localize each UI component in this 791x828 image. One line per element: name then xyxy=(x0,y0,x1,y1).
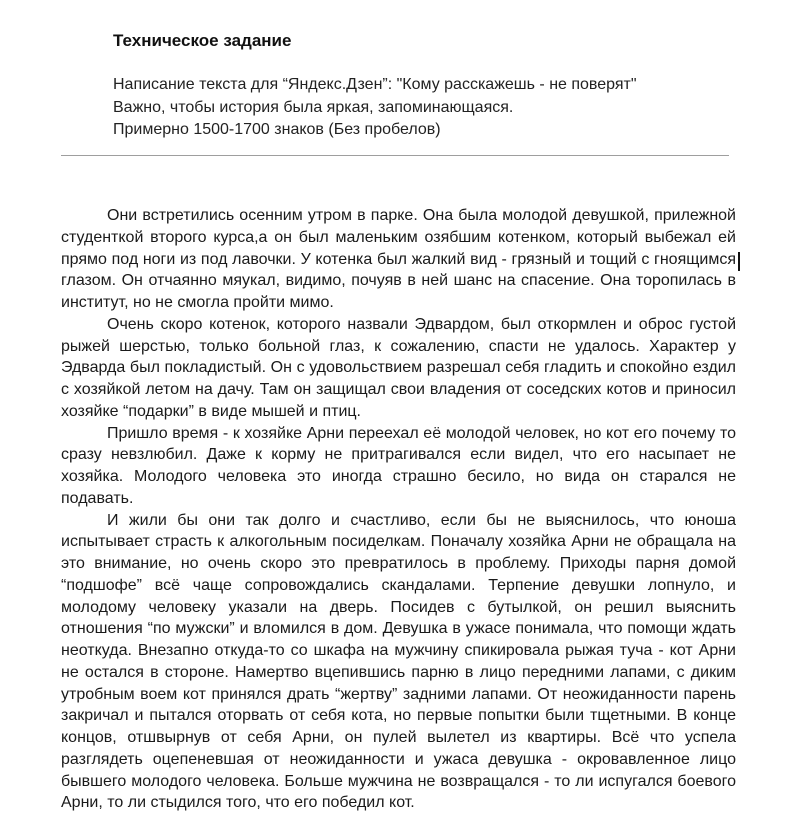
story-paragraph-1: Они встретились осенним утром в парке. Она была молодой девушкой, прилежной студенткой второго курса,а он был маленьким озябшим котенком, который выбежал ей прямо под ноги из под лавочки. У котенка был жалкий вид - грязный и тощий с гноящимся глазом. Он отчаянно мяукал, видимо, почуяв в ней шанс на спасение. Она торопилась в институт, но не смогла пройти мимо. xyxy=(61,207,736,311)
story-paragraph-3: Пришло время - к хозяйке Арни переехал её молодой человек, но кот его почему то сразу невзлюбил. Даже к корму не притрагивался если видел, что его насыпает не хозяйка. Молодого человека это иногда страшно бесило, но вида он старался не подавать. xyxy=(61,424,736,507)
horizontal-divider xyxy=(61,155,729,156)
spec-title: Техническое задание xyxy=(113,31,292,50)
spec-line-topic: Написание текста для “Яндекс.Дзен”: "Кому расскажешь - не поверят" xyxy=(113,76,637,93)
story-paragraph-4: И жили бы они так долго и счастливо, если бы не выяснилось, что юноша испытывает страсть к алкогольным посиделкам. Поначалу хозяйка Арни не обращала на это внимание, но очень скоро это превратилось в проблему. Приходы парня домой “подшофе” всё чаще сопровождались скандалами. Терпение девушки лопнуло, и молодому человеку указали на дверь. Посидев с бутылкой, он решил выяснить отношения “по мужски” и вломился в дом. Девушка в ужасе понимала, что помощи ждать неоткуда. Внезапно откуда-то со шкафа на мужчину спикировала рыжая туча - кот Арни не остался в стороне. Намертво вцепившись парню в лицо передними лапами, с диким утробным воем кот принялся драть “жертву” задними лапами. От неожиданности парень закричал и пытался оторвать от себя кота, но первые попытки были тщетными. В конце концов, отшвырнув от себя Арни, он пулей вылетел из квартиры. Всё что успела разглядеть оцепеневшая от неожиданности и ужаса девушка - окровавленное лицо бывшего молодого человека. Больше мужчина не возвращался - то ли испугался боевого Арни, то ли стыдился того, что его победил кот. xyxy=(61,511,736,812)
text-cursor xyxy=(738,252,740,271)
story-paragraph-2: Очень скоро котенок, которого назвали Эдвардом, был откормлен и оброс густой рыжей шерстью, только больной глаз, к сожалению, спасти не удалось. Характер у Эдварда был покладистый. Он с удовольствием разрешал себя гладить и спокойно ездил с хозяйкой летом на дачу. Там он защищал свои владения от соседских котов и приносил хозяйке “подарки” в виде мышей и птиц. xyxy=(61,315,736,420)
spec-header xyxy=(113,30,733,142)
story-text-area[interactable] xyxy=(61,205,736,814)
spec-line-requirement: Важно, чтобы история была яркая, запоминающаяся. xyxy=(113,98,514,116)
spec-line-length: Примерно 1500-1700 знаков (Без пробелов) xyxy=(113,121,441,138)
